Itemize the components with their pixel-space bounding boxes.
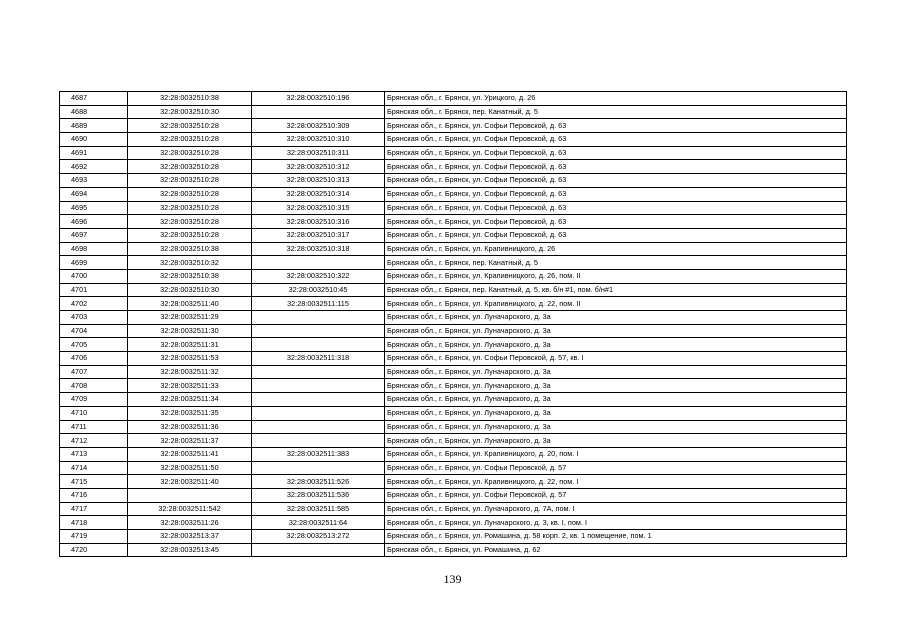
address-cell: Брянская обл., г. Брянск, ул. Луначарского, д. 3а — [385, 379, 847, 393]
land-cadastral-number-cell: 32:28:0032511:26 — [128, 516, 252, 530]
table-row — [60, 201, 847, 215]
address-cell: Брянская обл., г. Брянск, пер. Канатный, д. 5 — [385, 256, 847, 270]
address-cell: Брянская обл., г. Брянск, ул. Луначарского, д. 3а — [385, 311, 847, 325]
table-row — [60, 352, 847, 366]
land-cadastral-number-cell: 32:28:0032511:40 — [128, 475, 252, 489]
object-cadastral-number-cell: 32:28:0032510:322 — [252, 269, 385, 283]
table-row — [60, 269, 847, 283]
object-cadastral-number-cell — [252, 256, 385, 270]
row-number-cell: 4689 — [60, 119, 128, 133]
row-number-cell: 4694 — [60, 187, 128, 201]
row-number-cell: 4691 — [60, 146, 128, 160]
row-number-cell: 4717 — [60, 502, 128, 516]
address-cell: Брянская обл., г. Брянск, пер. Канатный, д. 5, кв. б/н #1, пом. б/н#1 — [385, 283, 847, 297]
table-row — [60, 420, 847, 434]
object-cadastral-number-cell: 32:28:0032510:313 — [252, 174, 385, 188]
table-row — [60, 461, 847, 475]
object-cadastral-number-cell: 32:28:0032511:585 — [252, 502, 385, 516]
object-cadastral-number-cell: 32:28:0032511:536 — [252, 488, 385, 502]
object-cadastral-number-cell: 32:28:0032510:318 — [252, 242, 385, 256]
table-row — [60, 406, 847, 420]
object-cadastral-number-cell: 32:28:0032511:383 — [252, 447, 385, 461]
table-row — [60, 447, 847, 461]
address-cell: Брянская обл., г. Брянск, ул. Крапивницкого, д. 26, пом. II — [385, 269, 847, 283]
row-number-cell: 4705 — [60, 338, 128, 352]
row-number-cell: 4709 — [60, 393, 128, 407]
row-number-cell: 4720 — [60, 543, 128, 557]
land-cadastral-number-cell: 32:28:0032511:36 — [128, 420, 252, 434]
row-number-cell: 4713 — [60, 447, 128, 461]
object-cadastral-number-cell: 32:28:0032510:310 — [252, 133, 385, 147]
land-cadastral-number-cell: 32:28:0032511:35 — [128, 406, 252, 420]
table-row — [60, 256, 847, 270]
row-number-cell: 4711 — [60, 420, 128, 434]
address-cell: Брянская обл., г. Брянск, ул. Софьи Перовской, д. 63 — [385, 174, 847, 188]
land-cadastral-number-cell: 32:28:0032511:34 — [128, 393, 252, 407]
table-row — [60, 502, 847, 516]
address-cell: Брянская обл., г. Брянск, ул. Урицкого, д. 26 — [385, 92, 847, 106]
table-row — [60, 324, 847, 338]
table-row — [60, 174, 847, 188]
land-cadastral-number-cell: 32:28:0032510:38 — [128, 269, 252, 283]
object-cadastral-number-cell — [252, 365, 385, 379]
object-cadastral-number-cell — [252, 543, 385, 557]
table-row — [60, 338, 847, 352]
table-row — [60, 105, 847, 119]
address-cell: Брянская обл., г. Брянск, ул. Луначарского, д. 3а — [385, 324, 847, 338]
address-cell: Брянская обл., г. Брянск, ул. Луначарского, д. 3а — [385, 434, 847, 448]
address-cell: Брянская обл., г. Брянск, ул. Луначарского, д. 3а — [385, 420, 847, 434]
address-cell: Брянская обл., г. Брянск, ул. Софьи Перовской, д. 57, кв. I — [385, 352, 847, 366]
object-cadastral-number-cell: 32:28:0032510:45 — [252, 283, 385, 297]
object-cadastral-number-cell: 32:28:0032510:312 — [252, 160, 385, 174]
cadastral-table — [59, 91, 847, 557]
row-number-cell: 4706 — [60, 352, 128, 366]
table-row — [60, 119, 847, 133]
object-cadastral-number-cell — [252, 461, 385, 475]
land-cadastral-number-cell: 32:28:0032510:28 — [128, 160, 252, 174]
address-cell: Брянская обл., г. Брянск, ул. Луначарского, д. 3а — [385, 393, 847, 407]
object-cadastral-number-cell: 32:28:0032510:311 — [252, 146, 385, 160]
land-cadastral-number-cell: 32:28:0032513:45 — [128, 543, 252, 557]
object-cadastral-number-cell: 32:28:0032511:318 — [252, 352, 385, 366]
row-number-cell: 4719 — [60, 530, 128, 544]
table-row — [60, 516, 847, 530]
land-cadastral-number-cell: 32:28:0032511:41 — [128, 447, 252, 461]
object-cadastral-number-cell: 32:28:0032510:196 — [252, 92, 385, 106]
row-number-cell: 4700 — [60, 269, 128, 283]
row-number-cell: 4696 — [60, 215, 128, 229]
address-cell: Брянская обл., г. Брянск, ул. Софьи Перовской, д. 57 — [385, 461, 847, 475]
object-cadastral-number-cell: 32:28:0032510:315 — [252, 201, 385, 215]
row-number-cell: 4692 — [60, 160, 128, 174]
address-cell: Брянская обл., г. Брянск, ул. Софьи Перовской, д. 63 — [385, 215, 847, 229]
land-cadastral-number-cell: 32:28:0032510:28 — [128, 215, 252, 229]
row-number-cell: 4710 — [60, 406, 128, 420]
row-number-cell: 4714 — [60, 461, 128, 475]
row-number-cell: 4704 — [60, 324, 128, 338]
address-cell: Брянская обл., г. Брянск, пер. Канатный, д. 5 — [385, 105, 847, 119]
object-cadastral-number-cell: 32:28:0032511:64 — [252, 516, 385, 530]
object-cadastral-number-cell: 32:28:0032513:272 — [252, 530, 385, 544]
row-number-cell: 4687 — [60, 92, 128, 106]
land-cadastral-number-cell: 32:28:0032510:28 — [128, 133, 252, 147]
table-row — [60, 160, 847, 174]
land-cadastral-number-cell: 32:28:0032510:32 — [128, 256, 252, 270]
land-cadastral-number-cell: 32:28:0032511:37 — [128, 434, 252, 448]
row-number-cell: 4716 — [60, 488, 128, 502]
row-number-cell: 4697 — [60, 228, 128, 242]
table-row — [60, 434, 847, 448]
table-row — [60, 215, 847, 229]
land-cadastral-number-cell: 32:28:0032511:30 — [128, 324, 252, 338]
land-cadastral-number-cell: 32:28:0032510:28 — [128, 119, 252, 133]
address-cell: Брянская обл., г. Брянск, ул. Софьи Перовской, д. 63 — [385, 201, 847, 215]
row-number-cell: 4693 — [60, 174, 128, 188]
object-cadastral-number-cell — [252, 420, 385, 434]
object-cadastral-number-cell — [252, 105, 385, 119]
object-cadastral-number-cell: 32:28:0032511:115 — [252, 297, 385, 311]
table-row — [60, 379, 847, 393]
row-number-cell: 4698 — [60, 242, 128, 256]
land-cadastral-number-cell: 32:28:0032510:28 — [128, 201, 252, 215]
land-cadastral-number-cell: 32:28:0032510:28 — [128, 187, 252, 201]
land-cadastral-number-cell: 32:28:0032510:30 — [128, 283, 252, 297]
row-number-cell: 4688 — [60, 105, 128, 119]
table-row — [60, 92, 847, 106]
table-row — [60, 133, 847, 147]
address-cell: Брянская обл., г. Брянск, ул. Софьи Перовской, д. 63 — [385, 160, 847, 174]
row-number-cell: 4707 — [60, 365, 128, 379]
table-row — [60, 365, 847, 379]
address-cell: Брянская обл., г. Брянск, ул. Луначарского, д. 3а — [385, 406, 847, 420]
address-cell: Брянская обл., г. Брянск, ул. Крапивницкого, д. 22, пом. II — [385, 297, 847, 311]
row-number-cell: 4715 — [60, 475, 128, 489]
table-row — [60, 475, 847, 489]
land-cadastral-number-cell: 32:28:0032511:50 — [128, 461, 252, 475]
table-row — [60, 393, 847, 407]
row-number-cell: 4701 — [60, 283, 128, 297]
object-cadastral-number-cell: 32:28:0032511:526 — [252, 475, 385, 489]
object-cadastral-number-cell: 32:28:0032510:309 — [252, 119, 385, 133]
row-number-cell: 4718 — [60, 516, 128, 530]
land-cadastral-number-cell: 32:28:0032513:37 — [128, 530, 252, 544]
object-cadastral-number-cell: 32:28:0032510:314 — [252, 187, 385, 201]
table-row — [60, 283, 847, 297]
land-cadastral-number-cell: 32:28:0032511:31 — [128, 338, 252, 352]
table-row — [60, 228, 847, 242]
table-row — [60, 297, 847, 311]
table-body — [60, 92, 847, 557]
table-row — [60, 242, 847, 256]
land-cadastral-number-cell: 32:28:0032510:28 — [128, 146, 252, 160]
table-row — [60, 543, 847, 557]
address-cell: Брянская обл., г. Брянск, ул. Софьи Перовской, д. 63 — [385, 187, 847, 201]
row-number-cell: 4699 — [60, 256, 128, 270]
table-row — [60, 311, 847, 325]
land-cadastral-number-cell: 32:28:0032511:40 — [128, 297, 252, 311]
land-cadastral-number-cell — [128, 488, 252, 502]
address-cell: Брянская обл., г. Брянск, ул. Крапивницкого, д. 20, пом. I — [385, 447, 847, 461]
object-cadastral-number-cell — [252, 379, 385, 393]
address-cell: Брянская обл., г. Брянск, ул. Софьи Перовской, д. 63 — [385, 119, 847, 133]
address-cell: Брянская обл., г. Брянск, ул. Луначарского, д. 3а — [385, 338, 847, 352]
object-cadastral-number-cell — [252, 338, 385, 352]
object-cadastral-number-cell — [252, 311, 385, 325]
land-cadastral-number-cell: 32:28:0032510:38 — [128, 242, 252, 256]
address-cell: Брянская обл., г. Брянск, ул. Софьи Перовской, д. 57 — [385, 488, 847, 502]
row-number-cell: 4712 — [60, 434, 128, 448]
table-row — [60, 187, 847, 201]
address-cell: Брянская обл., г. Брянск, ул. Ромашина, д. 62 — [385, 543, 847, 557]
land-cadastral-number-cell: 32:28:0032511:33 — [128, 379, 252, 393]
address-cell: Брянская обл., г. Брянск, ул. Луначарского, д. 7А, пом. I — [385, 502, 847, 516]
object-cadastral-number-cell — [252, 324, 385, 338]
table-row — [60, 530, 847, 544]
table-row — [60, 488, 847, 502]
address-cell: Брянская обл., г. Брянск, ул. Софьи Перовской, д. 63 — [385, 146, 847, 160]
object-cadastral-number-cell: 32:28:0032510:316 — [252, 215, 385, 229]
row-number-cell: 4708 — [60, 379, 128, 393]
land-cadastral-number-cell: 32:28:0032511:542 — [128, 502, 252, 516]
address-cell: Брянская обл., г. Брянск, ул. Ромашина, д. 58 корп. 2, кв. 1 помещение, пом. 1 — [385, 530, 847, 544]
address-cell: Брянская обл., г. Брянск, ул. Софьи Перовской, д. 63 — [385, 133, 847, 147]
object-cadastral-number-cell — [252, 434, 385, 448]
page-number: 139 — [443, 572, 462, 586]
land-cadastral-number-cell: 32:28:0032510:30 — [128, 105, 252, 119]
row-number-cell: 4703 — [60, 311, 128, 325]
address-cell: Брянская обл., г. Брянск, ул. Крапивницкого, д. 22, пом. I — [385, 475, 847, 489]
land-cadastral-number-cell: 32:28:0032510:28 — [128, 174, 252, 188]
land-cadastral-number-cell: 32:28:0032510:28 — [128, 228, 252, 242]
table-row — [60, 146, 847, 160]
row-number-cell: 4695 — [60, 201, 128, 215]
land-cadastral-number-cell: 32:28:0032510:38 — [128, 92, 252, 106]
address-cell: Брянская обл., г. Брянск, ул. Луначарского, д. 3а — [385, 365, 847, 379]
land-cadastral-number-cell: 32:28:0032511:32 — [128, 365, 252, 379]
object-cadastral-number-cell — [252, 406, 385, 420]
land-cadastral-number-cell: 32:28:0032511:53 — [128, 352, 252, 366]
object-cadastral-number-cell: 32:28:0032510:317 — [252, 228, 385, 242]
row-number-cell: 4690 — [60, 133, 128, 147]
row-number-cell: 4702 — [60, 297, 128, 311]
land-cadastral-number-cell: 32:28:0032511:29 — [128, 311, 252, 325]
address-cell: Брянская обл., г. Брянск, ул. Луначарского, д. 3, кв. I, пом. I — [385, 516, 847, 530]
address-cell: Брянская обл., г. Брянск, ул. Крапивницкого, д. 26 — [385, 242, 847, 256]
address-cell: Брянская обл., г. Брянск, ул. Софьи Перовской, д. 63 — [385, 228, 847, 242]
object-cadastral-number-cell — [252, 393, 385, 407]
